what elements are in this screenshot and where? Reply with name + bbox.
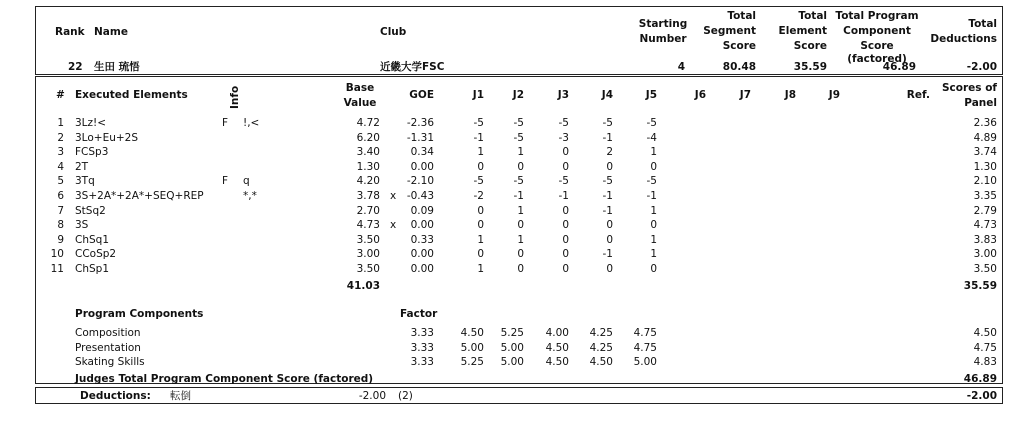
pcs-label <box>834 10 920 65</box>
tes-label <box>770 10 827 52</box>
col-base-value-2: Value <box>343 97 377 109</box>
element-panel-score: 1.30 <box>973 160 997 173</box>
element-base-value: 2.70 <box>356 204 380 217</box>
deductions-value: -2.00 <box>358 390 386 402</box>
element-judge-score: -1 <box>513 190 524 202</box>
element-judge-score: 1 <box>517 146 524 159</box>
element-name: 2T <box>75 160 89 173</box>
col-judge-2: J2 <box>512 89 524 101</box>
tss-label-3: Score <box>722 40 756 52</box>
element-goe: 0.00 <box>410 248 434 261</box>
name-label: Name <box>94 26 128 38</box>
element-judge-score: -5 <box>558 117 569 129</box>
elements-total-score: 35.59 <box>963 280 997 292</box>
components-factor-label: Factor <box>400 308 438 320</box>
element-judge-score: 0 <box>562 263 569 275</box>
skater-tss: 80.48 <box>722 61 756 73</box>
col-judge-5: J5 <box>645 89 657 101</box>
starting-number-label-1: Starting <box>638 18 688 30</box>
element-judge-score: -1 <box>602 248 613 261</box>
element-judge-score: 0 <box>650 263 657 275</box>
skater-rank: 22 <box>68 61 83 73</box>
pcs-label-3: Score <box>860 40 894 52</box>
element-flag: *,* <box>243 190 257 202</box>
skater-pcs: 46.89 <box>882 61 916 73</box>
component-judge-score: 5.00 <box>460 341 484 354</box>
element-base-value: 3.00 <box>356 248 380 261</box>
element-judge-score: -1 <box>602 204 613 217</box>
element-number: 6 <box>57 190 64 202</box>
element-judge-score: 0 <box>517 263 524 275</box>
element-judge-score: 0 <box>650 219 657 232</box>
deductions-type: 転倒 <box>170 390 191 402</box>
element-name: FCSp3 <box>75 146 109 159</box>
component-factor: 3.33 <box>410 356 434 369</box>
element-judge-score: 0 <box>517 160 524 173</box>
skater-tes: 35.59 <box>793 61 827 73</box>
element-number: 4 <box>57 160 64 173</box>
element-name: ChSq1 <box>75 233 109 246</box>
element-name: ChSp1 <box>75 263 109 275</box>
component-factor: 3.33 <box>410 327 434 339</box>
element-judge-score: -1 <box>602 190 613 202</box>
element-goe: 0.00 <box>410 160 434 173</box>
element-number: 10 <box>50 248 64 261</box>
element-judge-score: 0 <box>606 219 613 232</box>
element-judge-score: 0 <box>650 160 657 173</box>
pcs-total-value: 46.89 <box>963 373 997 385</box>
element-panel-score: 4.89 <box>973 131 997 144</box>
element-judge-score: -1 <box>602 131 613 144</box>
element-goe: 0.09 <box>410 204 434 217</box>
element-panel-score: 3.00 <box>973 248 997 261</box>
element-base-value: 3.50 <box>356 263 380 275</box>
element-judge-score: -1 <box>473 131 484 144</box>
skater-starting-number: 4 <box>677 61 685 73</box>
element-judge-score: -5 <box>602 175 613 188</box>
element-judge-score: 0 <box>562 248 569 261</box>
element-judge-score: -2 <box>473 190 484 202</box>
rank-label: Rank <box>55 26 85 38</box>
element-judge-score: 0 <box>562 204 569 217</box>
element-base-value: 4.20 <box>356 175 380 188</box>
element-name: 3S <box>75 219 89 232</box>
tes-label-1: Total <box>798 10 827 22</box>
col-judge-4: J4 <box>601 89 613 101</box>
element-flag: q <box>243 175 250 188</box>
component-judge-score: 4.50 <box>545 356 569 369</box>
element-number: 5 <box>57 175 64 188</box>
element-judge-score: 1 <box>650 204 657 217</box>
element-panel-score: 3.83 <box>973 233 997 246</box>
col-scores-of-panel <box>940 82 997 109</box>
element-number: 7 <box>57 204 64 217</box>
element-name: 3Lo+Eu+2S <box>75 131 138 144</box>
col-judge-7: J7 <box>739 89 751 101</box>
col-judge-1: J1 <box>472 89 484 101</box>
element-judge-score: 1 <box>477 263 484 275</box>
component-judge-score: 4.00 <box>545 327 569 339</box>
element-judge-score: -5 <box>558 175 569 188</box>
pcs-label-4: (factored) <box>847 53 907 65</box>
element-judge-score: 0 <box>477 204 484 217</box>
component-name: Composition <box>75 327 141 339</box>
deductions-label-2: Deductions <box>930 33 997 45</box>
deductions-label-1: Total <box>968 18 997 30</box>
club-label: Club <box>380 26 407 38</box>
element-number: 8 <box>57 219 64 232</box>
pcs-label-2: Component <box>843 25 911 37</box>
element-judge-score: 0 <box>562 146 569 159</box>
element-judge-score: 0 <box>562 219 569 232</box>
elements-total-bv: 41.03 <box>346 280 380 292</box>
element-flag: !,< <box>243 117 260 129</box>
element-judge-score: 0 <box>477 219 484 232</box>
element-goe: -1.31 <box>406 131 434 144</box>
element-number: 3 <box>57 146 64 159</box>
skater-name: 生田 琉悟 <box>94 61 140 73</box>
col-ref: Ref. <box>906 89 930 101</box>
element-judge-score: 1 <box>650 248 657 261</box>
component-judge-score: 5.25 <box>500 327 524 339</box>
element-number: 2 <box>57 131 64 144</box>
component-panel-score: 4.75 <box>973 341 997 354</box>
component-judge-score: 4.25 <box>589 327 613 339</box>
element-panel-score: 2.79 <box>973 204 997 217</box>
element-bonus-mark: x <box>390 190 397 202</box>
element-number: 1 <box>57 117 64 129</box>
col-num: # <box>56 89 65 101</box>
col-scores-2: Panel <box>964 97 997 109</box>
col-judge-6: J6 <box>694 89 706 101</box>
element-judge-score: 1 <box>650 146 657 159</box>
element-goe: 0.00 <box>410 263 434 275</box>
element-panel-score: 3.74 <box>973 146 997 159</box>
element-judge-score: 0 <box>606 233 613 246</box>
element-name: StSq2 <box>75 204 106 217</box>
element-judge-score: -3 <box>558 131 569 144</box>
component-judge-score: 4.25 <box>589 341 613 354</box>
element-judge-score: 0 <box>517 248 524 261</box>
element-judge-score: 0 <box>606 263 613 275</box>
element-judge-score: 0 <box>477 160 484 173</box>
deductions-count: (2) <box>398 390 413 402</box>
component-judge-score: 4.50 <box>545 341 569 354</box>
element-judge-score: 1 <box>477 146 484 159</box>
element-judge-score: -5 <box>473 175 484 188</box>
element-name: 3Tq <box>75 175 95 188</box>
col-scores-1: Scores of <box>942 82 997 94</box>
col-base-value-1: Base <box>345 82 375 94</box>
tss-label <box>690 10 756 52</box>
starting-number-label-2: Number <box>639 33 687 45</box>
deductions-total: -2.00 <box>966 390 997 402</box>
element-judge-score: 1 <box>477 233 484 246</box>
element-goe: -2.10 <box>406 175 434 188</box>
tss-label-1: Total <box>727 10 756 22</box>
pcs-label-1: Total Program <box>835 10 919 22</box>
element-name: 3S+2A*+2A*+SEQ+REP <box>75 190 204 202</box>
element-base-value: 3.50 <box>356 233 380 246</box>
skater-club: 近畿大学FSC <box>380 61 445 73</box>
element-base-value: 4.72 <box>356 117 380 129</box>
col-judge-9: J9 <box>828 89 840 101</box>
element-judge-score: -5 <box>473 117 484 129</box>
element-judge-score: -1 <box>646 190 657 202</box>
element-name: 3Lz!< <box>75 117 107 129</box>
component-name: Skating Skills <box>75 356 145 369</box>
element-judge-score: -5 <box>513 175 524 188</box>
component-name: Presentation <box>75 341 141 354</box>
element-bonus-mark: x <box>390 219 397 232</box>
element-goe: 0.33 <box>410 233 434 246</box>
element-judge-score: -5 <box>646 117 657 129</box>
component-judge-score: 4.50 <box>460 327 484 339</box>
element-panel-score: 3.50 <box>973 263 997 275</box>
element-panel-score: 2.36 <box>973 117 997 129</box>
component-panel-score: 4.83 <box>973 356 997 369</box>
element-goe: -0.43 <box>406 190 434 202</box>
element-judge-score: 0 <box>606 160 613 173</box>
components-title: Program Components <box>75 308 204 320</box>
element-judge-score: -5 <box>602 117 613 129</box>
element-panel-score: 3.35 <box>973 190 997 202</box>
component-judge-score: 5.00 <box>633 356 657 369</box>
component-judge-score: 4.75 <box>633 341 657 354</box>
element-base-value: 3.78 <box>356 190 380 202</box>
element-panel-score: 2.10 <box>973 175 997 188</box>
col-element: Executed Elements <box>75 89 188 101</box>
element-name: CCoSp2 <box>75 248 117 261</box>
element-judge-score: 0 <box>562 233 569 246</box>
col-judge-3: J3 <box>557 89 569 101</box>
element-base-value: 3.40 <box>356 146 380 159</box>
element-judge-score: 0 <box>562 160 569 173</box>
element-base-value: 1.30 <box>356 160 380 173</box>
col-judge-8: J8 <box>784 89 796 101</box>
component-judge-score: 5.00 <box>500 341 524 354</box>
element-judge-score: 0 <box>477 248 484 261</box>
deductions-row-label: Deductions: <box>80 390 151 402</box>
component-judge-score: 5.25 <box>460 356 484 369</box>
tes-label-3: Score <box>793 40 827 52</box>
element-number: 9 <box>57 233 64 246</box>
element-info: F <box>222 175 229 188</box>
element-judge-score: 1 <box>517 204 524 217</box>
component-judge-score: 4.50 <box>589 356 613 369</box>
element-base-value: 6.20 <box>356 131 380 144</box>
element-judge-score: 1 <box>517 233 524 246</box>
element-judge-score: 2 <box>606 146 613 159</box>
deductions-label <box>930 18 997 45</box>
element-judge-score: -5 <box>646 175 657 188</box>
element-judge-score: -5 <box>513 117 524 129</box>
element-judge-score: -1 <box>558 190 569 202</box>
element-judge-score: -4 <box>646 131 657 144</box>
element-base-value: 4.73 <box>356 219 380 232</box>
element-info: F <box>222 117 229 129</box>
component-judge-score: 5.00 <box>500 356 524 369</box>
skater-deductions: -2.00 <box>966 61 997 73</box>
element-judge-score: 1 <box>650 233 657 246</box>
element-goe: -2.36 <box>406 117 434 129</box>
col-info: Info <box>229 85 241 109</box>
component-panel-score: 4.50 <box>973 327 997 339</box>
element-panel-score: 4.73 <box>973 219 997 232</box>
element-judge-score: -5 <box>513 131 524 144</box>
col-base-value <box>340 82 380 109</box>
component-judge-score: 4.75 <box>633 327 657 339</box>
pcs-total-label: Judges Total Program Component Score (factored) <box>75 373 374 385</box>
element-goe: 0.34 <box>410 146 434 159</box>
tes-label-2: Element <box>778 25 827 37</box>
element-judge-score: 0 <box>517 219 524 232</box>
col-goe: GOE <box>409 89 434 101</box>
element-number: 11 <box>50 263 64 275</box>
component-factor: 3.33 <box>410 341 434 354</box>
starting-number-label <box>632 18 694 45</box>
element-goe: 0.00 <box>410 219 434 232</box>
tss-label-2: Segment <box>703 25 756 37</box>
